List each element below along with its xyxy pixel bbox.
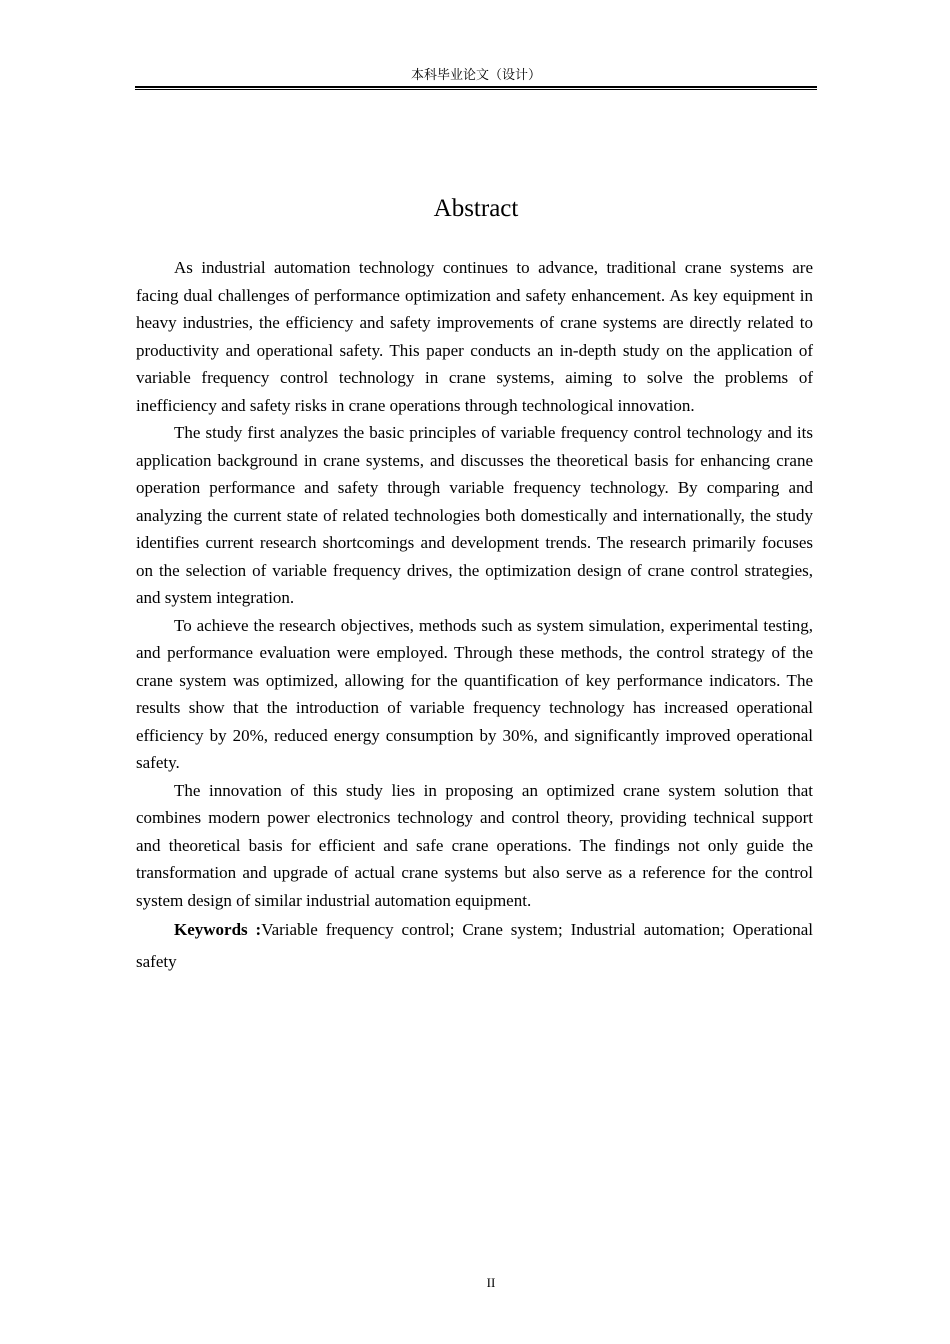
abstract-body (136, 254, 813, 978)
page-header: 本科毕业论文（设计） (410, 67, 541, 82)
abstract-paragraph-4: The innovation of this study lies in proposing an optimized crane system solution that combines modern power electronics technology and control theory, providing technical support and theoretical basis for efficient and safe crane operations. The findings not only guide the transformation and upgrade of actual crane systems but also serve as a reference for the control system design of similar industrial automation equipment. (136, 780, 813, 910)
abstract-paragraph-2: The study first analyzes the basic principles of variable frequency control technology and its application background in crane systems, and discusses the theoretical basis for enhancing crane operation performance and safety through variable frequency technology. By comparing and analyzing the current state of related technologies both domestically and internationally, the study identifies current research shortcomings and development trends. The research primarily focuses on the selection of variable frequency drives, the optimization design of crane control strategies, and system integration. (136, 423, 813, 607)
header-rule-thin (135, 89, 817, 90)
keywords-label: Keywords : (174, 920, 262, 939)
abstract-paragraph-3: To achieve the research objectives, methods such as system simulation, experimental testing, and performance evaluation were employed. Through these methods, the control strategy of the crane system was optimized, allowing for the quantification of key performance indicators. The results show that the introduction of variable frequency technology has increased operational efficiency by 20%, reduced energy consumption by 30%, and significantly improved operational safety. (136, 615, 813, 772)
abstract-title: Abstract (433, 195, 519, 222)
abstract-paragraph-1: As industrial automation technology continues to advance, traditional crane systems are facing dual challenges of performance optimization and safety enhancement. As key equipment in heavy industries, the efficiency and safety improvements of crane systems are directly related to productivity and operational safety. This paper conducts an in-depth study on the application of variable frequency control technology in crane systems, aiming to solve the problems of inefficiency and safety risks in crane operations through technological innovation. (136, 258, 813, 415)
keywords-text: Variable frequency control; Crane system; Industrial automation; Operational safety (136, 920, 813, 971)
page-number: II (486, 1275, 496, 1290)
header-rule (135, 86, 817, 88)
keywords-line (136, 914, 813, 978)
